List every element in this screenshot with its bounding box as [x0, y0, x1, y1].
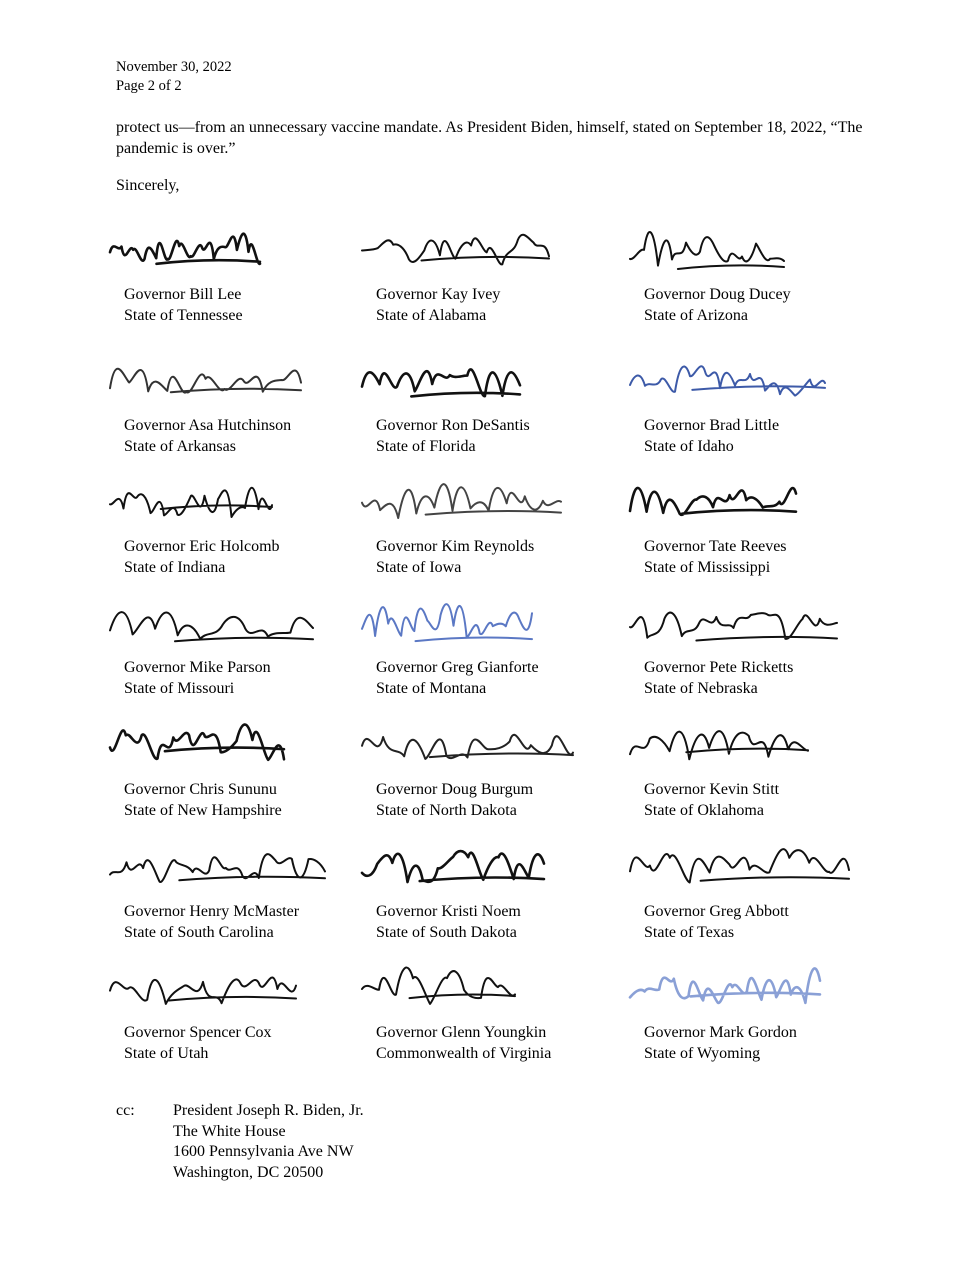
signature-block: [368, 464, 628, 582]
handwritten-signature: [356, 707, 606, 777]
signatory-name: Governor Glenn Youngkin: [376, 1024, 547, 1041]
signature-block: [636, 707, 896, 825]
cc-recipient: [173, 1101, 364, 1183]
closing-salutation: Sincerely,: [116, 177, 180, 194]
signatory-state: State of North Dakota: [376, 802, 517, 819]
signatory-name: Governor Kim Reynolds: [376, 538, 535, 555]
handwritten-signature: [624, 829, 874, 899]
signatory-name: Governor Ron DeSantis: [376, 417, 530, 434]
signatory-state: Commonwealth of Virginia: [376, 1045, 552, 1062]
signatory-state: State of Florida: [376, 438, 476, 455]
cc-line: Washington, DC 20500: [173, 1163, 324, 1181]
signatory-name: Governor Greg Gianforte: [376, 659, 539, 676]
signature-block: [116, 212, 376, 330]
handwritten-signature: [104, 950, 354, 1020]
signatory-state: State of Arkansas: [124, 438, 236, 455]
signatory-state: State of Montana: [376, 680, 487, 697]
signatory-name: Governor Mike Parson: [124, 659, 271, 676]
signature-block: [368, 585, 628, 703]
signatory-state: State of Utah: [124, 1045, 209, 1062]
page-number: Page 2 of 2: [116, 78, 182, 94]
signatory-state: State of Idaho: [644, 438, 734, 455]
signatory-name: Governor Pete Ricketts: [644, 659, 794, 676]
signatory-state: State of Tennessee: [124, 307, 243, 324]
signatory-state: State of Texas: [644, 924, 735, 941]
signatory-name: Governor Kristi Noem: [376, 903, 521, 920]
signatory-name: Governor Eric Holcomb: [124, 538, 280, 555]
handwritten-signature: [104, 829, 354, 899]
signatory-state: State of Nebraska: [644, 680, 758, 697]
signatory-name: Governor Doug Burgum: [376, 781, 534, 798]
signature-block: [368, 343, 628, 461]
signature-block: [636, 585, 896, 703]
signature-block: [368, 707, 628, 825]
signature-block: [116, 707, 376, 825]
handwritten-signature: [356, 829, 606, 899]
cc-line: President Joseph R. Biden, Jr.: [173, 1102, 364, 1119]
signatory-state: State of Missouri: [124, 680, 235, 697]
handwritten-signature: [356, 585, 606, 655]
signature-block: [116, 343, 376, 461]
signature-block: [116, 464, 376, 582]
signature-block: [636, 212, 896, 330]
signature-block: [636, 950, 896, 1068]
cc-label: cc:: [116, 1102, 135, 1119]
signature-block: [116, 585, 376, 703]
signature-block: [636, 464, 896, 582]
signatory-state: State of Iowa: [376, 559, 462, 576]
handwritten-signature: [624, 950, 874, 1020]
signature-block: [368, 212, 628, 330]
signatory-state: State of Mississippi: [644, 559, 771, 576]
handwritten-signature: [104, 585, 354, 655]
signatory-state: State of Arizona: [644, 307, 748, 324]
signatory-name: Governor Greg Abbott: [644, 903, 789, 920]
signatory-name: Governor Asa Hutchinson: [124, 417, 292, 434]
signatory-state: State of New Hampshire: [124, 802, 282, 819]
handwritten-signature: [624, 585, 874, 655]
signatory-name: Governor Kevin Stitt: [644, 781, 780, 798]
signatory-name: Governor Tate Reeves: [644, 538, 787, 555]
handwritten-signature: [356, 343, 606, 413]
handwritten-signature: [624, 707, 874, 777]
handwritten-signature: [624, 464, 874, 534]
signatory-name: Governor Bill Lee: [124, 286, 242, 303]
signatory-state: State of Indiana: [124, 559, 226, 576]
signatory-state: State of Wyoming: [644, 1045, 761, 1062]
signature-block: [116, 829, 376, 947]
signatory-name: Governor Kay Ivey: [376, 286, 501, 303]
signatory-name: Governor Spencer Cox: [124, 1024, 272, 1041]
signature-block: [368, 829, 628, 947]
signatory-state: State of Oklahoma: [644, 802, 764, 819]
signatory-name: Governor Henry McMaster: [124, 903, 300, 920]
handwritten-signature: [356, 212, 606, 282]
signatory-state: State of Alabama: [376, 307, 487, 324]
signatory-name: Governor Mark Gordon: [644, 1024, 797, 1041]
signature-block: [636, 829, 896, 947]
signatory-name: Governor Doug Ducey: [644, 286, 791, 303]
signatory-name: Governor Brad Little: [644, 417, 780, 434]
signature-block: [636, 343, 896, 461]
signature-block: [116, 950, 376, 1068]
handwritten-signature: [356, 950, 606, 1020]
body-paragraph: protect us—from an unnecessary vaccine mandate. As President Biden, himself, stated on September 18, 2022, “The pandemic is over.”: [116, 119, 863, 157]
handwritten-signature: [104, 707, 354, 777]
handwritten-signature: [104, 464, 354, 534]
handwritten-signature: [104, 212, 354, 282]
letter-date: November 30, 2022: [116, 59, 232, 75]
handwritten-signature: [624, 212, 874, 282]
handwritten-signature: [356, 464, 606, 534]
signatory-state: State of South Dakota: [376, 924, 517, 941]
signatory-name: Governor Chris Sununu: [124, 781, 277, 798]
signatory-state: State of South Carolina: [124, 924, 274, 941]
cc-line: The White House: [173, 1122, 286, 1140]
handwritten-signature: [104, 343, 354, 413]
cc-line: 1600 Pennsylvania Ave NW: [173, 1143, 354, 1160]
page-header: [116, 58, 232, 96]
signature-block: [368, 950, 628, 1068]
handwritten-signature: [624, 343, 874, 413]
